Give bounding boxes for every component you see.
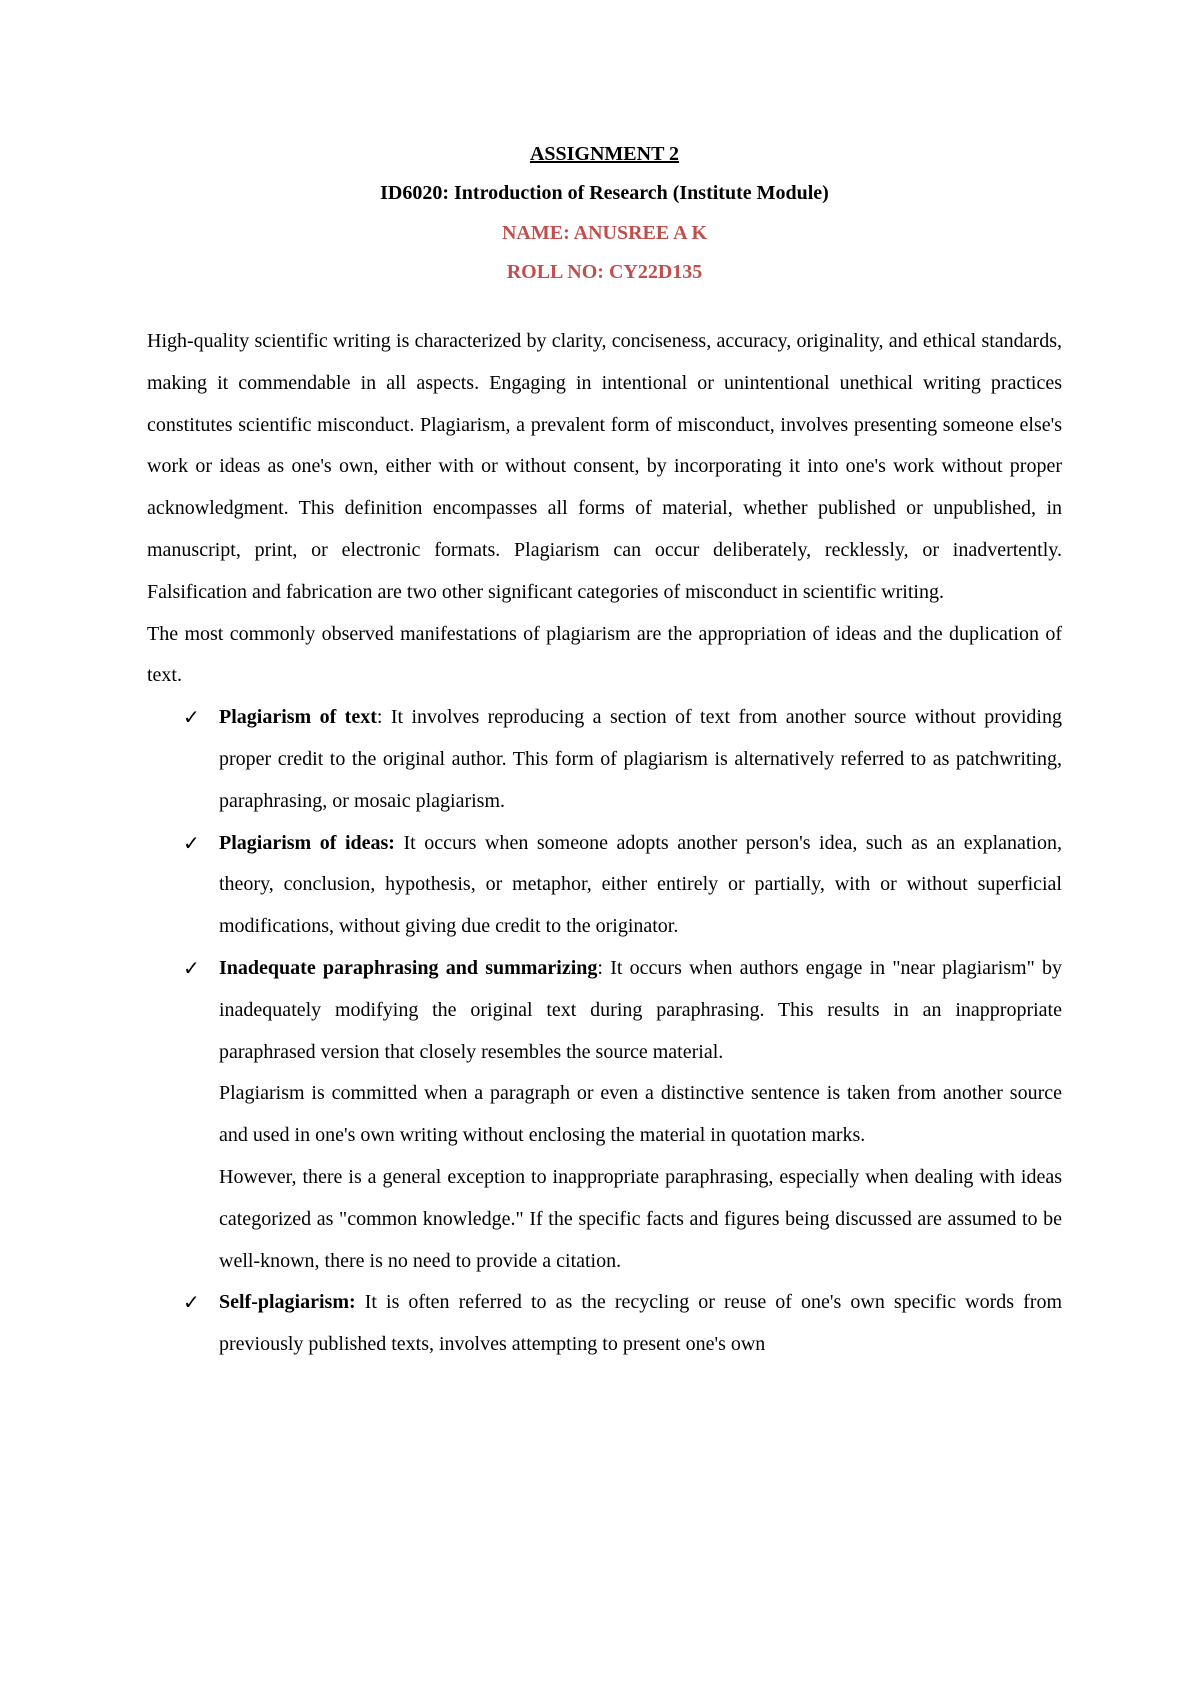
- assignment-title: ASSIGNMENT 2: [529, 143, 680, 165]
- term-separator: :: [597, 956, 603, 979]
- manifestations-paragraph: The most commonly observed manifestations of plagiarism are the appropriation of ideas and the duplication of text.: [147, 622, 1062, 687]
- term-separator: :: [376, 706, 383, 729]
- term-label: Self-plagiarism:: [219, 1291, 356, 1314]
- term-label: Plagiarism of text: [219, 706, 377, 729]
- committed-paragraph: Plagiarism is committed when a paragraph or even a distinctive sentence is taken from another source and used in one's own writing without enclosing the material in quotation marks.: [219, 1082, 1062, 1147]
- term-label: Inadequate paraphrasing and summarizing: [219, 956, 598, 979]
- intro-paragraph: High-quality scientific writing is characterized by clarity, conciseness, accuracy, originality, and ethical standards, making it commendable in all aspects. Engaging in intentional or unintentional unethical writing practices constitutes scientific misconduct. Plagiarism, a prevalent form of misconduct, involves presenting someone else's work or ideas as one's own, either with or without consent, by incorporating it into one's work without proper acknowledgment. This definition encompasses all forms of material, whether published or unpublished, in manuscript, print, or electronic formats. Plagiarism can occur deliberately, recklessly, or inadvertently. Falsification and fabrication are two other significant categories of misconduct in scientific writing.: [147, 330, 1062, 603]
- roll-number: ROLL NO: CY22D135: [506, 261, 703, 283]
- list-item-text: [219, 823, 1062, 948]
- term-description: It involves reproducing a section of text from another source without providing proper credit to the original author. This form of plagiarism is alternatively referred to as patchwriting, paraphrasing, or mosaic plagiarism.: [219, 706, 1062, 812]
- list-item-text: [219, 697, 1062, 822]
- list-item: [147, 1282, 1062, 1366]
- list-item: [147, 948, 1062, 1073]
- plagiarism-types-list: [147, 697, 1062, 1073]
- list-item-text: [219, 1282, 1062, 1366]
- course-title: ID6020: Introduction of Research (Institute Module): [380, 182, 829, 204]
- term-label: Plagiarism of ideas:: [219, 831, 395, 854]
- list-item-text: [219, 948, 1062, 1073]
- list-item: [147, 697, 1062, 822]
- list-item: [147, 823, 1062, 948]
- term-description: It is often referred to as the recycling or reuse of one's own specific words from previously published texts, involves attempting to present one's own: [219, 1291, 1062, 1356]
- exception-paragraph: However, there is a general exception to inappropriate paraphrasing, especially when dealing with ideas categorized as "common knowledge." If the specific facts and figures being discussed are assumed to be well-known, there is no need to provide a citation.: [219, 1165, 1062, 1272]
- checkmark-icon: ✓: [183, 705, 200, 730]
- term-description: It occurs when someone adopts another person's idea, such as an explanation, theory, conclusion, hypothesis, or metaphor, either entirely or partially, with or without superficial modifications, without giving due credit to the originator.: [219, 831, 1062, 938]
- student-name: NAME: ANUSREE A K: [501, 222, 708, 244]
- plagiarism-types-list-continued: [147, 1282, 1062, 1366]
- checkmark-icon: ✓: [183, 955, 200, 980]
- checkmark-icon: ✓: [183, 830, 200, 855]
- document-page: [147, 142, 1062, 1366]
- checkmark-icon: ✓: [183, 1290, 200, 1315]
- term-description: It occurs when authors engage in "near plagiarism" by inadequately modifying the original text during paraphrasing. This results in an inappropriate paraphrased version that closely resembles the source material.: [219, 956, 1062, 1063]
